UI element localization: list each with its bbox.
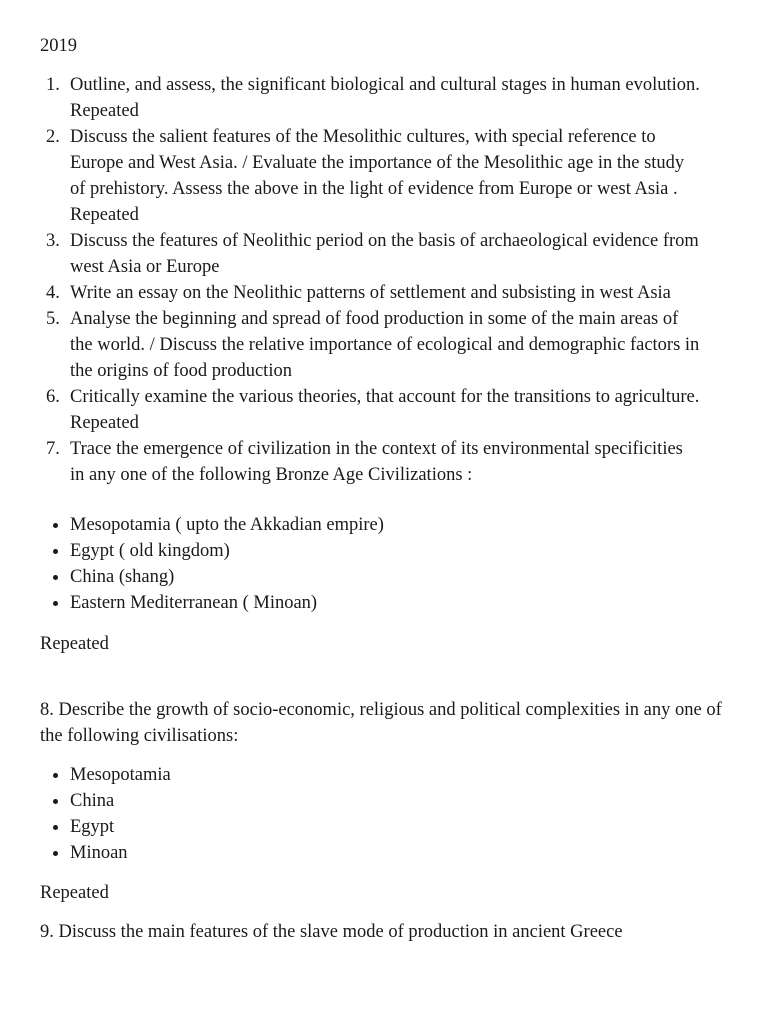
list-item: Egypt ( old kingdom) [0, 538, 700, 564]
question-text: Discuss the salient features of the Mesolithic cultures, with special reference to Europe and West Asia. / Evaluate the importance of the Mesolithic age in the study of prehistory. Assess the above in the light of evidence from Europe or west Asia . Repeated [70, 127, 685, 225]
question-number: 1. [46, 75, 60, 95]
question-item [0, 280, 700, 306]
question-text: Discuss the features of Neolithic period on the basis of archaeological evidence from west Asia or Europe [70, 231, 699, 277]
question-item [0, 436, 700, 488]
question-text: Critically examine the various theories, that account for the transitions to agriculture. Repeated [70, 387, 700, 433]
question-number: 4. [46, 283, 60, 303]
question-text: Write an essay on the Neolithic patterns of settlement and subsisting in west Asia [70, 283, 671, 303]
list-item: China (shang) [0, 564, 700, 590]
question-text: Outline, and assess, the significant biological and cultural stages in human evolution. Repeated [70, 75, 700, 121]
question-item [0, 124, 700, 228]
repeated-note: Repeated [40, 634, 109, 654]
question-number: 2. [46, 127, 60, 147]
question-item [0, 228, 700, 280]
question-item [0, 72, 700, 124]
question-number: 7. [46, 439, 60, 459]
question-item [0, 306, 700, 384]
list-item: Mesopotamia [0, 762, 700, 788]
list-item: Eastern Mediterranean ( Minoan) [0, 590, 700, 616]
question-number: 6. [46, 387, 60, 407]
question-text: Trace the emergence of civilization in the context of its environmental specificities in any one of the following Bronze Age Civilizations : [70, 439, 683, 485]
civilisation-option-list [0, 762, 700, 866]
question-8-text: 8. Describe the growth of socio-economic, religious and political complexities in any one of the following civilisations: [40, 700, 722, 746]
year-heading: 2019 [40, 36, 77, 56]
question-number: 3. [46, 231, 60, 251]
list-item: Egypt [0, 814, 700, 840]
bronze-age-option-list [0, 512, 700, 616]
list-item: Minoan [0, 840, 700, 866]
list-item: Mesopotamia ( upto the Akkadian empire) [0, 512, 700, 538]
repeated-note: Repeated [40, 883, 109, 903]
list-item: China [0, 788, 700, 814]
question-item [0, 384, 700, 436]
question-9-text: 9. Discuss the main features of the slave mode of production in ancient Greece [40, 922, 623, 942]
question-list [0, 72, 700, 488]
question-number: 5. [46, 309, 60, 329]
question-text: Analyse the beginning and spread of food production in some of the main areas of the world. / Discuss the relative importance of ecological and demographic factors in the origins of food production [70, 309, 700, 381]
